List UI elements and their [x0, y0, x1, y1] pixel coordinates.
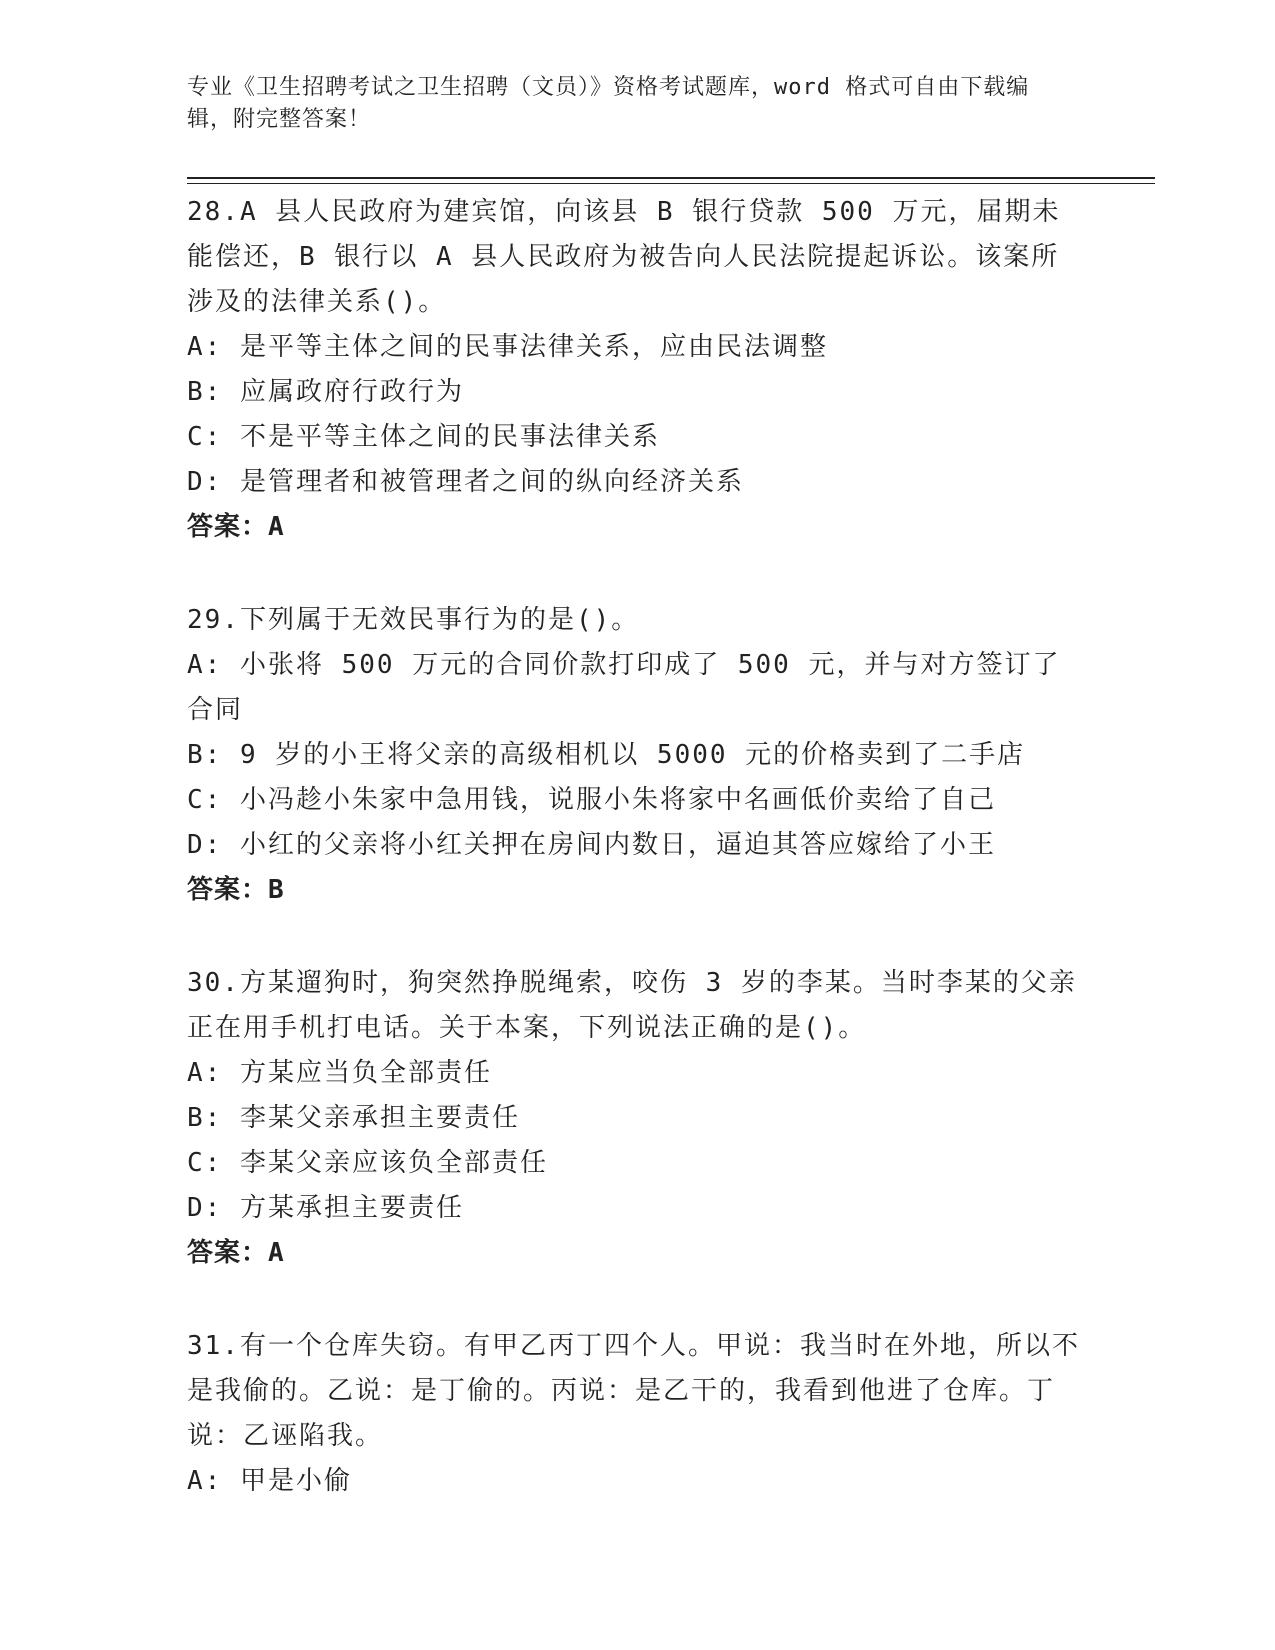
option-a: A: 甲是小偷 — [187, 1466, 352, 1496]
question-stem: 28.A 县人民政府为建宾馆，向该县 B 银行贷款 500 万元，届期未能偿还，B 银行以 A 县人民政府为被告向人民法院提起诉讼。该案所涉及的法律关系()。 — [187, 197, 1061, 317]
question-30 — [187, 961, 1087, 1276]
document-header: 专业《卫生招聘考试之卫生招聘（文员）》资格考试题库，word 格式可自由下载编辑，附完整答案！ — [187, 75, 1030, 132]
question-stem: 30.方某遛狗时，狗突然挣脱绳索，咬伤 3 岁的李某。当时李某的父亲正在用手机打电话。关于本案，下列说法正确的是()。 — [187, 968, 1077, 1043]
header-divider-thick — [187, 177, 1155, 179]
option-c: C: 不是平等主体之间的民事法律关系 — [187, 422, 660, 452]
answer-label: 答案：A — [187, 512, 285, 542]
option-b: B: 应属政府行政行为 — [187, 377, 464, 407]
question-stem: 29.下列属于无效民事行为的是()。 — [187, 605, 640, 635]
question-spacer — [187, 550, 1087, 598]
question-spacer — [187, 913, 1087, 961]
question-31 — [187, 1324, 1087, 1504]
option-a: A: 方某应当负全部责任 — [187, 1058, 492, 1088]
option-c: C: 李某父亲应该负全部责任 — [187, 1148, 548, 1178]
option-b: B: 9 岁的小王将父亲的高级相机以 5000 元的价格卖到了二手店 — [187, 740, 1026, 770]
question-28 — [187, 190, 1087, 550]
question-stem: 31.有一个仓库失窃。有甲乙丙丁四个人。甲说：我当时在外地，所以不是我偷的。乙说：是丁偷的。丙说：是乙干的，我看到他进了仓库。丁说：乙诬陷我。 — [187, 1331, 1080, 1451]
question-spacer — [187, 1276, 1087, 1324]
header-divider-thin — [187, 183, 1155, 184]
option-d: D: 小红的父亲将小红关押在房间内数日，逼迫其答应嫁给了小王 — [187, 830, 996, 860]
option-b: B: 李某父亲承担主要责任 — [187, 1103, 520, 1133]
answer-label: 答案：B — [187, 875, 285, 905]
option-a: A: 小张将 500 万元的合同价款打印成了 500 元，并与对方签订了合同 — [187, 650, 1061, 725]
question-list — [187, 190, 1087, 1504]
question-29 — [187, 598, 1087, 913]
option-d: D: 是管理者和被管理者之间的纵向经济关系 — [187, 467, 744, 497]
option-d: D: 方某承担主要责任 — [187, 1193, 464, 1223]
option-c: C: 小冯趁小朱家中急用钱，说服小朱将家中名画低价卖给了自己 — [187, 785, 996, 815]
answer-label: 答案：A — [187, 1238, 285, 1268]
option-a: A: 是平等主体之间的民事法律关系，应由民法调整 — [187, 332, 828, 362]
